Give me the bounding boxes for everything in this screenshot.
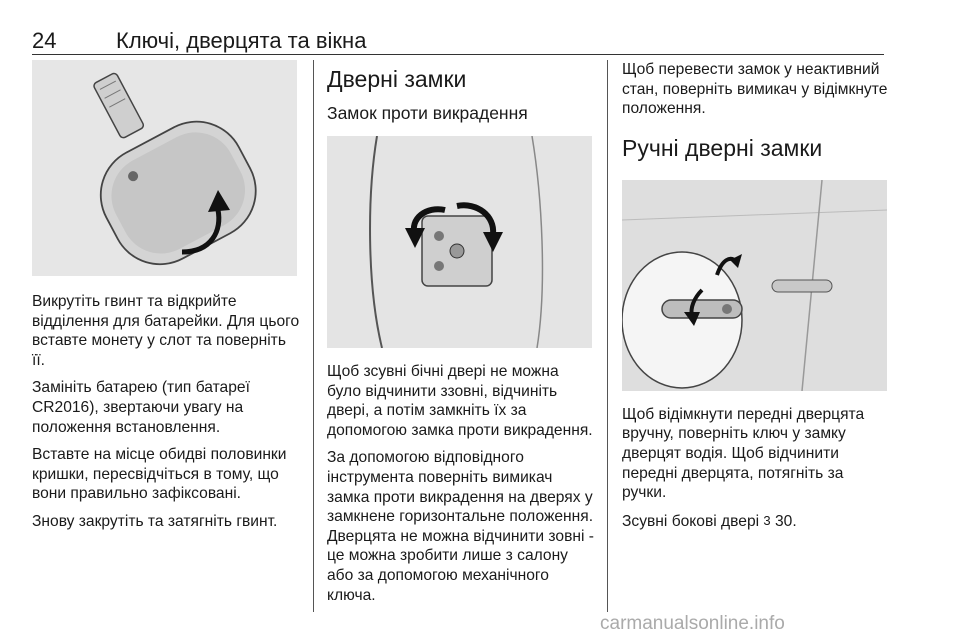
section-heading: Ручні дверні замки [622,134,823,161]
paragraph: Знову закрутіть та затягніть гвинт. [32,512,278,530]
paragraph: Вставте на місце обидві половинки кришки, пересвідчіться в тому, що вони правильно зафіксовані. [32,446,287,503]
subsection-heading: Замок проти викрадення [327,103,528,123]
cross-reference[interactable] [622,511,890,532]
ref-page: 30. [775,512,797,530]
watermark: carmanualsonline.info [600,613,785,634]
ref-arrow-icon: 3 [763,512,771,528]
ref-text: Зсувні бокові двері [622,512,760,530]
paragraph: Викрутіть гвинт та відкрийте відділення для батарейки. Для цього вставте монету у слот та поверніть її. [32,293,300,369]
page-number: 24 [32,28,57,53]
column-right [622,60,890,539]
paragraph: Замініть батарею (тип батареї CR2016), звертаючи увагу на положення встановлення. [32,379,250,436]
page-header [32,20,884,55]
column-divider [607,60,608,612]
paragraph: Щоб перевести замок у неактивний стан, поверніть вимикач у відімкнуте положення. [622,61,888,118]
column-middle [327,60,595,613]
column-left [32,60,300,540]
paragraph: Щоб відімкнути передні дверцята вручну, поверніть ключ у замку дверцят водія. Щоб відчинити передні дверцята, потягніть за ручки. [622,405,865,502]
child-lock-illustration [327,136,592,348]
page-title: Ключі, дверцята та вікна [116,28,367,53]
key-battery-illustration [32,60,297,276]
paragraph: Щоб зсувні бічні двері не можна було відчинити ззовні, відчиніть двері, а потім замкніть їх за допомогою замка проти викрадення. [327,363,593,439]
door-handle-illustration [622,180,887,391]
column-divider [313,60,314,612]
paragraph: За допомогою відповідного інструмента поверніть вимикач замка проти викрадення на дверях у замкнене горизонтальне положення. Дверцята не можна відчинити зовні - це можна зробити лише з салону або за допомогою механічного ключа. [327,449,594,604]
section-heading: Дверні замки [327,66,467,92]
